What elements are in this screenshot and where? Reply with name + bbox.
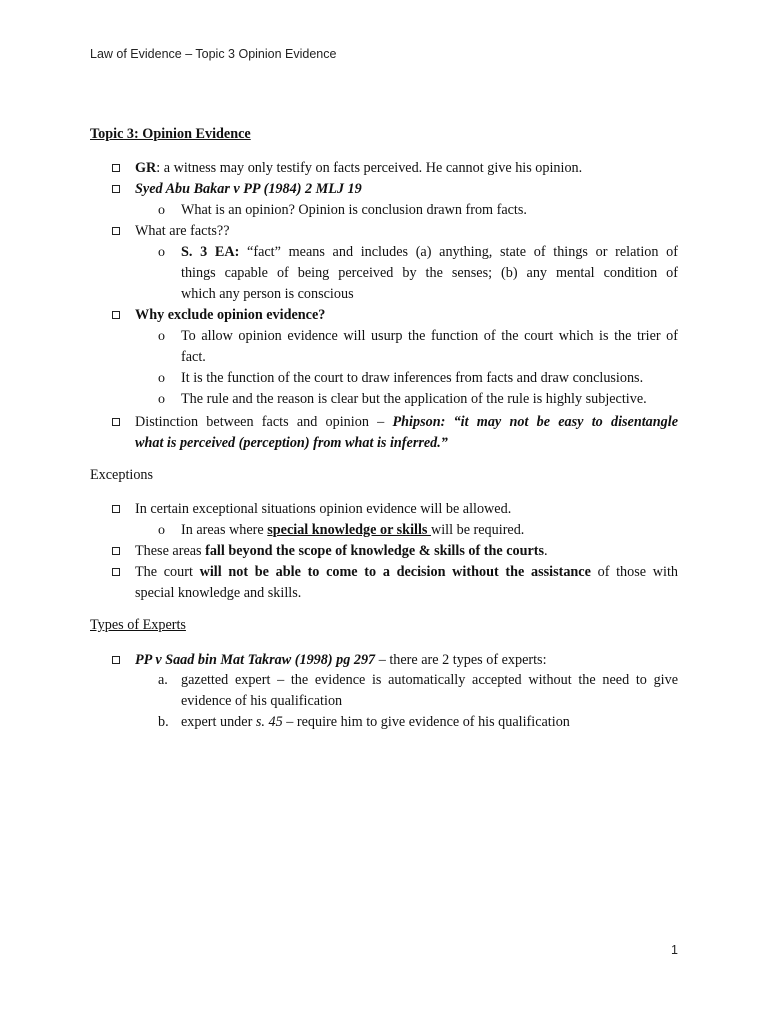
list-item: expert under s. 45 – require him to give evidence of his qualification	[181, 714, 570, 730]
list-item: PP v Saad bin Mat Takraw (1998) pg 297 – there are 2 types of experts:	[135, 652, 547, 668]
list-item: The court will not be able to come to a decision without the assistance of those with	[135, 564, 678, 580]
bullet-circle: o	[158, 392, 165, 407]
bullet-circle: o	[158, 329, 165, 344]
list-item: GR: a witness may only testify on facts perceived. He cannot give his opinion.	[135, 160, 583, 176]
list-item: Distinction between facts and opinion – Phipson: “it may not be easy to disentangle	[135, 414, 678, 430]
bullet-square	[112, 185, 120, 193]
bullet-circle: o	[158, 203, 165, 218]
list-item: gazetted expert – the evidence is automatically accepted without the need to give	[181, 672, 678, 688]
list-item-continuation: things capable of being perceived by the senses; (b) any mental condition of	[181, 265, 678, 281]
bullet-square	[112, 547, 120, 555]
section-heading-types-of-experts: Types of Experts	[90, 617, 186, 633]
case-citation: Syed Abu Bakar v PP (1984) 2 MLJ 19	[135, 181, 362, 197]
page-title: Topic 3: Opinion Evidence	[90, 126, 251, 142]
bullet-square	[112, 505, 120, 513]
list-item: The rule and the reason is clear but the application of the rule is highly subjective.	[181, 391, 647, 407]
page-number: 1	[671, 943, 678, 957]
section-heading-exceptions: Exceptions	[90, 467, 154, 483]
bullet-square	[112, 164, 120, 172]
bullet-square	[112, 568, 120, 576]
list-item: These areas fall beyond the scope of knowledge & skills of the courts.	[135, 543, 548, 559]
list-item: In certain exceptional situations opinion evidence will be allowed.	[135, 501, 512, 517]
list-item-continuation: fact.	[181, 349, 206, 365]
bullet-square	[112, 656, 120, 664]
list-item: To allow opinion evidence will usurp the function of the court which is the trier of	[181, 328, 678, 344]
list-item-continuation: which any person is conscious	[181, 286, 354, 302]
list-item-continuation: special knowledge and skills.	[135, 585, 302, 601]
bullet-circle: o	[158, 371, 165, 386]
bullet-circle: o	[158, 523, 165, 538]
bullet-square	[112, 418, 120, 426]
list-marker-a: a.	[158, 672, 168, 688]
list-item: Why exclude opinion evidence?	[135, 307, 326, 323]
page-header: Law of Evidence – Topic 3 Opinion Evidence	[90, 47, 337, 61]
list-item: S. 3 EA: “fact” means and includes (a) anything, state of things or relation of	[181, 244, 678, 260]
list-marker-b: b.	[158, 714, 169, 730]
bullet-square	[112, 227, 120, 235]
list-item: What is an opinion? Opinion is conclusion drawn from facts.	[181, 202, 527, 218]
list-item: What are facts??	[135, 223, 230, 239]
bullet-circle: o	[158, 245, 165, 260]
list-item-continuation: evidence of his qualification	[181, 693, 343, 709]
list-item-continuation: what is perceived (perception) from what is inferred.”	[135, 435, 448, 451]
bullet-square	[112, 311, 120, 319]
list-item: It is the function of the court to draw inferences from facts and draw conclusions.	[181, 370, 644, 386]
list-item: In areas where special knowledge or skills will be required.	[181, 522, 525, 538]
